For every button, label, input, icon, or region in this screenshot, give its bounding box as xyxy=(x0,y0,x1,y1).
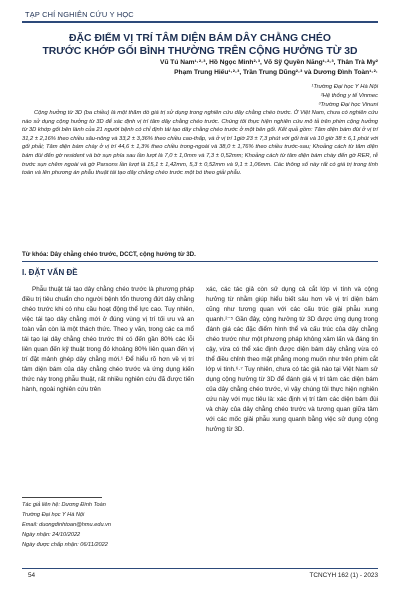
keywords: Từ khóa: Dây chằng chéo trước, DCCT, cộng hưởng từ 3D. xyxy=(22,251,196,258)
article-title xyxy=(22,32,378,58)
footer-rule xyxy=(22,568,378,569)
footnote-email: Email: duongdinhtoan@hmu.edu.vn xyxy=(22,522,112,528)
affiliations xyxy=(22,83,378,110)
affiliation-3: ³Trường Đại học Vinuni xyxy=(318,102,378,108)
title-line-2: TRƯỚC KHỚP GỐI BÌNH THƯỜNG TRÊN CỘNG HƯỞNG TỪ 3D xyxy=(42,46,358,57)
body-column-right: xác, các tác giả còn sử dụng cả cắt lớp vi tính và cộng hưởng từ nhằm giúp hiểu biết sâu hơn về vị trí diện bám cũng như tương quan với các cấu trúc giải phẫu xung quanh.²⁻⁵ Gần đây, cộng hưởng từ 3D được ứng dụng trong đánh giá các đặc điểm hình thể và cấu trúc của dây chằng chéo trước như một phương pháp không xâm lấn và đáng tin cậy, vừa có thể xác định được diện bám dây chằng vừa có thể điều chỉnh theo mặt phẳng mong muốn như trên phim cắt lớp vi tính.⁶·⁷ Tuy nhiên, chưa có tác giả nào tại Việt Nam sử dụng cộng hưởng từ 3D để đánh giá vị trí tâm các diện bám của dây chằng chéo trước, vì vậy chúng tôi thực hiện nghiên cứu này với mục tiêu là: xác định vị trí tâm các diện bám đùi và chày của dây chằng chéo trước và tương quan giữa tâm với các mốc giải phẫu xung quanh bằng việc sử dụng cộng hưởng từ 3D. xyxy=(206,286,378,433)
affiliation-2: ²Hệ thống y tế Vinmec xyxy=(320,93,378,99)
footnote-corresponding-author: Tác giả liên hệ: Dương Đình Toàn xyxy=(22,502,106,508)
title-line-1: ĐẶC ĐIỂM VỊ TRÍ TÂM DIỆN BÁM DÂY CHẰNG CHÉO xyxy=(69,33,331,44)
affiliation-1: ¹Trường Đại học Y Hà Nội xyxy=(311,84,378,90)
keywords-rule xyxy=(22,261,378,262)
footnote-received-date: Ngày nhận: 24/10/2022 xyxy=(22,532,81,538)
footnote-institution: Trường Đại học Y Hà Nội xyxy=(22,512,85,518)
abstract: Cộng hưởng từ 3D (ba chiều) là một thăm dò giá trị sử dụng trong nghiên cứu dây chằng chéo trước. Ở Việt Nam, chưa có nghiên cứu nào sử dụng cộng hưởng từ 3D để xác định vị trí tâm dây chằng chéo trước. Chúng tôi thực hiện nghiên cứu mô tả trên phim cộng hưởng từ 3D khớp gối bên lành của 21 người bệnh có chỉ định tái tạo dây chằng chéo trước ở một bên gối. Kết quả gồm: Tâm diện bám đùi ở vị trí 31,2 ± 2,16% theo chiều sâu-nông và 33,2 ± 3,36% theo chiều cao-thấp, và ở vị trí 1giờ 23 ± 7,3 phút với gối trái và 10 giờ 38 ± 6,1 phút với gối phải; Tâm diện bám chày ở vị trí 44,6 ± 1,3% theo chiều trong-ngoài và 38,0 ± 1,76% theo chiều trước-sau; Khoảng cách từ tâm diện bám đùi đến gờ resident và bờ sụn phía sau lần lượt là 7,0 ± 1,0mm và 7,3 ± 0,52mm; Khoảng cách từ tâm diện bám chày đến gờ RER, rễ trước sụn chêm ngoài và gờ Parsons lần lượt là 15,1 ± 1,42mm, 5,3 ± 0,52mm và 9,1 ± 1,06mm. Các thông số này rất có giá trị trong tính toán và lên phương án phẫu thuật tái tạo dây chằng chéo trước một bó theo giải phẫu. xyxy=(22,110,378,177)
body-column-left: Phẫu thuật tái tạo dây chằng chéo trước là phương pháp điều trị tiêu chuẩn cho người bệnh tổn thương đứt dây chằng chéo trước khi có nhu cầu hoạt động thể lực cao. Tuy nhiên, việc tái tạo dây chằng mới ở đúng vùng vị trí tối ưu và an toàn vẫn còn là một thách thức. Theo y văn, trong các ca mổ tái tạo lại dây chằng chéo trước thì có đến gần 80% các lỗi liên quan đến kỹ thuật trong đó khoảng 80% liên quan đến vị trí đặt mảnh ghép dây chằng mới.¹ Để hiểu rõ hơn về vị trí tâm diện bám của dây chằng chéo trước và ứng dụng kiến thức này trong phẫu thuật, rất nhiều nghiên cứu đã được tiến hành, ngoài nghiên cứu trên xyxy=(22,286,194,393)
journal-header xyxy=(22,9,378,27)
author-list xyxy=(22,58,378,78)
authors-line-2: Phạm Trung Hiếu¹·²·³, Trần Trung Dũng²·³ và Dương Đình Toàn¹·²· xyxy=(174,69,378,76)
footnote-accepted-date: Ngày được chấp nhận: 06/11/2022 xyxy=(22,542,108,548)
footer-journal-issue: TCNCYH 162 (1) - 2023 xyxy=(309,572,378,579)
journal-section-label: TẠP CHÍ NGHIÊN CỨU Y HỌC xyxy=(25,10,134,19)
footnotes xyxy=(22,500,194,550)
footnote-rule xyxy=(22,497,102,498)
header-rule xyxy=(22,21,378,23)
section-heading: I. ĐẶT VẤN ĐỀ xyxy=(22,268,78,277)
authors-line-1: Vũ Tú Nam¹·²·³, Hồ Ngọc Minh²·³, Võ Sỹ Quyền Năng¹·²·³, Thân Trà My² xyxy=(160,59,378,66)
page-number: 54 xyxy=(28,572,36,579)
